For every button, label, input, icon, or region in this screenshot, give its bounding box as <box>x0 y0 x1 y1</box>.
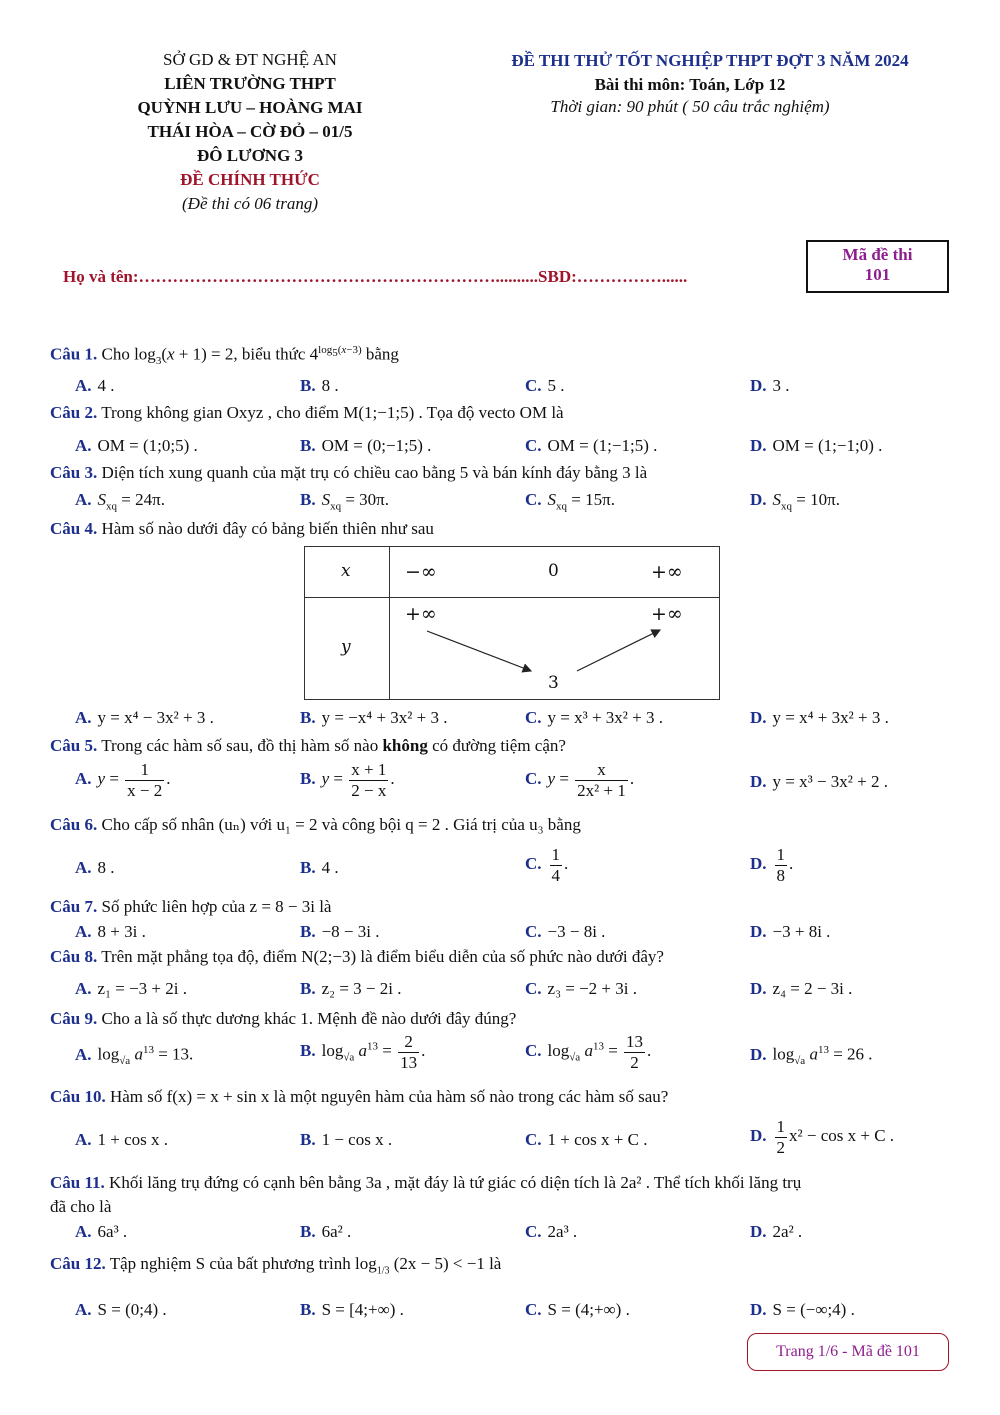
option-a[interactable]: A. 8 + 3i . <box>75 922 146 941</box>
table-x-value: +∞ <box>651 561 683 583</box>
option-d[interactable]: D. $\log_{√a} a^{13} = 26$ . <box>750 1044 873 1068</box>
option-b[interactable]: B. −8 − 3i . <box>300 922 380 941</box>
question-text: , biểu thức <box>233 344 306 364</box>
variation-table <box>304 546 720 700</box>
question-text: Cho <box>101 344 130 364</box>
option-a[interactable]: A. 4 . <box>75 376 115 395</box>
school-line-1: QUỲNH LƯU – HOÀNG MAI <box>137 98 363 117</box>
page-footer: Trang 1/6 - Mã đề 101 <box>747 1333 949 1371</box>
question-text: bằng <box>365 344 399 364</box>
option-b[interactable]: B. 8 . <box>300 376 339 395</box>
question-2: Câu 2. Trong không gian Oxyz , cho điểm M(1;−1;5) . Tọa độ vecto OM là <box>50 403 564 422</box>
option-d[interactable]: D. OM = (1;−1;0) . <box>750 436 883 455</box>
school-group: LIÊN TRƯỜNG THPT <box>164 74 336 93</box>
option-d[interactable]: D. z₄ = 2 − 3i . <box>750 979 853 998</box>
option-d[interactable]: D. −3 + 8i . <box>750 922 831 941</box>
question-8: Câu 8. Trên mặt phẳng tọa độ, điểm N(2;−3) là điểm biểu diễn của số phức nào dưới đây? <box>50 947 664 966</box>
question-12: Câu 12. Tập nghiệm S của bất phương trình $\log_{1/3} (2x - 5) < -1$ là <box>50 1254 502 1277</box>
question-11: Câu 11. Khối lăng trụ đứng có cạnh bên bằng 3a , mặt đáy là tứ giác có diện tích là 2a² . Thể tích khối lăng trụ <box>50 1173 802 1192</box>
exam-code-value: 101 <box>864 265 891 284</box>
option-c[interactable]: C. 2a³ . <box>525 1222 578 1241</box>
option-b[interactable]: B. $\log_{√a} a^{13}$ = $\frac{2}{13}$ . <box>300 1032 426 1072</box>
official-label: ĐỀ CHÍNH THỨC <box>180 170 320 189</box>
option-a[interactable]: A. z₁ = −3 + 2i . <box>75 979 187 998</box>
question-label: Câu 1. <box>50 344 98 364</box>
option-a[interactable]: A. 8 . <box>75 858 115 877</box>
option-a[interactable]: A. OM = (1;0;5) . <box>75 436 198 455</box>
option-b[interactable]: B. S = [4;+∞) . <box>300 1300 404 1319</box>
option-c[interactable]: C. y = $\frac{x}{\text{2x² + 1}}$ . <box>525 760 635 800</box>
option-d[interactable]: D. 3 . <box>750 376 790 395</box>
option-a[interactable]: A. $\log_{√a} a^{13} = 13$. <box>75 1044 194 1068</box>
department: SỞ GD & ĐT NGHỆ AN <box>163 50 337 69</box>
option-c[interactable]: C. y = x³ + 3x² + 3 . <box>525 708 663 727</box>
table-y-label: y <box>341 637 351 657</box>
option-c[interactable]: C. $S_{xq} = 15\pi$. <box>525 490 615 513</box>
option-b[interactable]: B. OM = (0;−1;5) . <box>300 436 432 455</box>
option-a[interactable]: A. y = $\frac{1}{x - 2}$ . <box>75 760 171 800</box>
table-y-min: 3 <box>548 673 559 693</box>
option-c[interactable]: C. $\log_{√a} a^{13}$ = $\frac{13}{2}$ . <box>525 1032 652 1072</box>
question-9: Câu 9. Cho a là số thực dương khác 1. Mệnh đề nào dưới đây đúng? <box>50 1009 517 1028</box>
option-c[interactable]: C. z₃ = −2 + 3i . <box>525 979 637 998</box>
option-d[interactable]: D. S = (−∞;4) . <box>750 1300 855 1319</box>
question-6: Câu 6. Cho cấp số nhân (uₙ) với u₁ = 2 và công bội q = 2 . Giá trị của u₃ bằng <box>50 815 581 834</box>
option-d[interactable]: D. $\frac{1}{8}$ . <box>750 845 794 885</box>
table-y-top-left: +∞ <box>405 603 437 625</box>
option-d[interactable]: D. $\frac{1}{2}$ x² − cos x + C . <box>750 1117 895 1157</box>
option-b[interactable]: B. y = −x⁴ + 3x² + 3 . <box>300 708 448 727</box>
option-c[interactable]: C. 1 + cos x + C . <box>525 1130 648 1149</box>
table-x-label: x <box>341 561 351 581</box>
question-1: Câu 1. Cho $\log_3(x + 1) = 2$, biểu thức $4^{log_5(x-3)}$ bằng <box>50 344 399 368</box>
question-11-cont: đã cho là <box>50 1197 112 1216</box>
option-a[interactable]: A. $S_{xq} = 24\pi$. <box>75 490 165 513</box>
question-10: Câu 10. Hàm số f(x) = x + sin x là một nguyên hàm của hàm số nào trong các hàm số sau? <box>50 1087 669 1106</box>
option-a[interactable]: A. 1 + cos x . <box>75 1130 169 1149</box>
option-b[interactable]: B. z₂ = 3 − 2i . <box>300 979 402 998</box>
table-y-top-right: +∞ <box>651 603 683 625</box>
name-sbd-line: Họ và tên:………………………………………………………..........SBD:……………...... <box>63 267 688 286</box>
option-d[interactable]: D. y = x³ − 3x² + 2 . <box>750 772 888 791</box>
option-a[interactable]: A. 6a³ . <box>75 1222 128 1241</box>
option-c[interactable]: C. OM = (1;−1;5) . <box>525 436 658 455</box>
option-c[interactable]: C. S = (4;+∞) . <box>525 1300 630 1319</box>
option-c[interactable]: C. 5 . <box>525 376 565 395</box>
subject-line: Bài thi môn: Toán, Lớp 12 <box>594 75 786 94</box>
question-5: Câu 5. Trong các hàm số sau, đồ thị hàm số nào không có đường tiệm cận? <box>50 736 566 755</box>
option-c[interactable]: C. −3 − 8i . <box>525 922 606 941</box>
school-line-2: THÁI HÒA – CỜ ĐỎ – 01/5 <box>147 122 353 141</box>
option-a[interactable]: A. S = (0;4) . <box>75 1300 167 1319</box>
question-3: Câu 3. Diện tích xung quanh của mặt trụ có chiều cao bằng 5 và bán kính đáy bằng 3 là <box>50 463 648 482</box>
option-a[interactable]: A. y = x⁴ − 3x² + 3 . <box>75 708 214 727</box>
option-d[interactable]: D. 2a² . <box>750 1222 803 1241</box>
option-d[interactable]: D. y = x⁴ + 3x² + 3 . <box>750 708 889 727</box>
exam-code-label: Mã đề thi <box>842 245 913 264</box>
exam-title: ĐỀ THI THỬ TỐT NGHIỆP THPT ĐỢT 3 NĂM 2024 <box>511 51 909 70</box>
table-x-value: −∞ <box>405 561 437 583</box>
option-b[interactable]: B. $S_{xq} = 30\pi$. <box>300 490 390 513</box>
option-b[interactable]: B. 4 . <box>300 858 339 877</box>
table-x-value: 0 <box>548 561 559 581</box>
pages-note: (Đề thi có 06 trang) <box>182 194 318 213</box>
school-line-3: ĐÔ LƯƠNG 3 <box>196 146 304 165</box>
option-b[interactable]: B. 6a² . <box>300 1222 352 1241</box>
option-b[interactable]: B. 1 − cos x . <box>300 1130 393 1149</box>
time-line: Thời gian: 90 phút ( 50 câu trắc nghiệm) <box>550 97 830 116</box>
table-arrows <box>305 547 719 699</box>
exam-code-box <box>806 240 949 293</box>
question-4: Câu 4. Hàm số nào dưới đây có bảng biến thiên như sau <box>50 519 434 538</box>
question-7: Câu 7. Số phức liên hợp của z = 8 − 3i là <box>50 897 332 916</box>
option-b[interactable]: B. y = $\frac{x + 1}{2 - x}$ . <box>300 760 395 800</box>
option-d[interactable]: D. $S_{xq} = 10\pi$. <box>750 490 840 513</box>
option-c[interactable]: C. $\frac{1}{4}$ . <box>525 845 569 885</box>
